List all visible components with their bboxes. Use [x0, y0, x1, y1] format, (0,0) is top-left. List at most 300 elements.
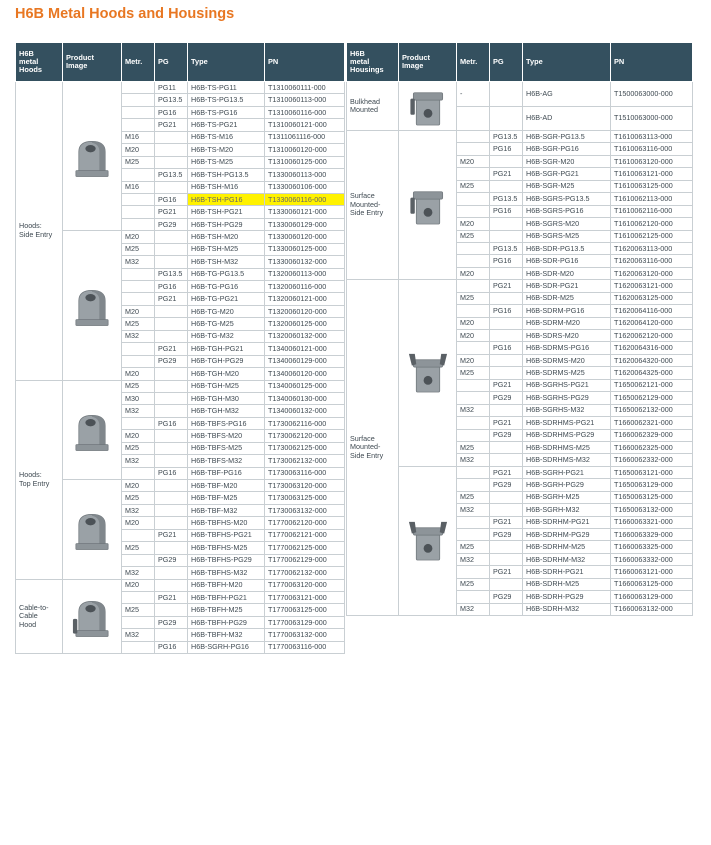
cell-pg	[155, 318, 188, 330]
cell-metr: M20	[457, 354, 490, 366]
table-row	[16, 380, 345, 392]
cell-pn: T1660062321-000	[611, 417, 693, 429]
cell-metr: M32	[122, 256, 155, 268]
cell-pn: T1660063121-000	[611, 566, 693, 578]
product-illustration	[70, 132, 114, 180]
cell-type: H6B-SDR-PG16	[523, 255, 611, 267]
cell-type: H6B-TBFHS-M25	[188, 542, 265, 554]
cell-type: H6B-TBFHS-PG29	[188, 554, 265, 566]
cell-type: H6B-TBFH-M25	[188, 604, 265, 616]
cell-type: H6B-TS-M25	[188, 156, 265, 168]
table-row	[347, 280, 693, 292]
cell-pg	[155, 629, 188, 641]
cell-pn: T1330060125-000	[265, 243, 345, 255]
cell-metr	[122, 616, 155, 628]
cell-metr	[122, 355, 155, 367]
cell-metr	[457, 131, 490, 143]
cell-type: H6B-SGRH-PG29	[523, 479, 611, 491]
cell-pn: T1311061116-000	[265, 131, 345, 143]
cell-pn: T1660062325-000	[611, 441, 693, 453]
cell-pg: PG29	[155, 616, 188, 628]
cell-pn: T1650062129-000	[611, 392, 693, 404]
cell-type: H6B-SGRH-M25	[523, 491, 611, 503]
cell-type: H6B-TBFS-PG16	[188, 417, 265, 429]
cell-metr	[457, 479, 490, 491]
cell-pn: T1620064316-000	[611, 342, 693, 354]
cell-type: H6B-TGH-M25	[188, 380, 265, 392]
cell-pg: PG16	[155, 641, 188, 653]
cell-metr	[122, 268, 155, 280]
cell-pn: T1770063121-000	[265, 591, 345, 603]
cell-pn: T1770063125-000	[265, 604, 345, 616]
cell-type: H6B-SDRHM-PG21	[523, 516, 611, 528]
cell-pn: T1320060113-000	[265, 268, 345, 280]
cell-type: H6B-SDRHMS-PG21	[523, 417, 611, 429]
cell-type: H6B-SDRS-M20	[523, 330, 611, 342]
table-row	[347, 131, 693, 143]
cell-pg: PG16	[155, 467, 188, 479]
cell-type: H6B-SGRH-PG21	[523, 466, 611, 478]
table-row	[347, 82, 693, 107]
cell-type: H6B-AD	[523, 106, 611, 131]
cell-pg	[490, 404, 523, 416]
cable-to-cable-hood-image	[63, 579, 122, 654]
cell-pg	[155, 256, 188, 268]
cell-type: H6B-TBF-M32	[188, 504, 265, 516]
cell-metr	[457, 342, 490, 354]
cell-pn: T1340060129-000	[265, 355, 345, 367]
cell-type: H6B-TBF-M20	[188, 480, 265, 492]
cell-type: H6B-TS-PG16	[188, 106, 265, 118]
cell-metr: M25	[457, 578, 490, 590]
cell-metr: M20	[457, 218, 490, 230]
cell-pg: PG16	[155, 417, 188, 429]
header-pn: PN	[611, 43, 693, 82]
cell-pn: T1330060129-000	[265, 218, 345, 230]
cell-metr	[122, 94, 155, 106]
cell-type: H6B-TBF-M25	[188, 492, 265, 504]
cell-pn: T1330060116-000	[265, 193, 345, 205]
cell-pg	[490, 541, 523, 553]
cell-pn: T1330060132-000	[265, 256, 345, 268]
cell-pg: PG21	[155, 529, 188, 541]
cell-type: H6B-SDRMS-M20	[523, 354, 611, 366]
cell-pg: PG13.5	[490, 242, 523, 254]
cell-pn: T1730062120-000	[265, 430, 345, 442]
cell-type: H6B-SDRM-M20	[523, 317, 611, 329]
cell-metr: M25	[457, 367, 490, 379]
cell-pn: T1320060116-000	[265, 281, 345, 293]
cell-metr	[457, 429, 490, 441]
cell-type: H6B-TBFH-PG29	[188, 616, 265, 628]
cell-pn: T1340060120-000	[265, 368, 345, 380]
cell-pn: T1660063321-000	[611, 516, 693, 528]
cell-metr	[122, 554, 155, 566]
cell-pn: T1730062116-000	[265, 417, 345, 429]
cell-pg: PG21	[155, 119, 188, 131]
cell-type: H6B-SGRS-M25	[523, 230, 611, 242]
cell-type: H6B-AG	[523, 82, 611, 107]
cell-metr: M25	[122, 243, 155, 255]
cell-pg	[155, 305, 188, 317]
cell-pg	[490, 504, 523, 516]
cell-pn: T1330060120-000	[265, 231, 345, 243]
cell-pg	[155, 442, 188, 454]
cell-pn: T1320060120-000	[265, 305, 345, 317]
cell-type: H6B-SDRH-PG29	[523, 591, 611, 603]
cell-type: H6B-SGRH-PG16	[188, 641, 265, 653]
cell-metr	[122, 343, 155, 355]
cell-type: H6B-SDRH-PG21	[523, 566, 611, 578]
cell-pn: T1620064120-000	[611, 317, 693, 329]
cell-pn: T1660063332-000	[611, 553, 693, 565]
cell-metr	[457, 305, 490, 317]
cell-metr	[457, 529, 490, 541]
cell-pg: PG16	[155, 193, 188, 205]
cell-type: H6B-SDRH-M32	[523, 603, 611, 615]
product-illustration	[70, 281, 114, 329]
cell-metr	[457, 379, 490, 391]
cell-type: H6B-TBF-PG16	[188, 467, 265, 479]
cell-pg: PG29	[155, 554, 188, 566]
cell-pg: PG13.5	[490, 131, 523, 143]
cell-pg	[490, 578, 523, 590]
cell-type: H6B-TG-PG13.5	[188, 268, 265, 280]
cell-metr: M20	[122, 430, 155, 442]
cell-pg	[155, 181, 188, 193]
cell-pg	[155, 156, 188, 168]
cell-pn: T1650063121-000	[611, 466, 693, 478]
cell-pg: PG21	[155, 206, 188, 218]
cell-pn: T1340060125-000	[265, 380, 345, 392]
cell-pn: T1770062120-000	[265, 517, 345, 529]
cell-type: H6B-SDR-M20	[523, 267, 611, 279]
cell-type: H6B-TGH-M30	[188, 392, 265, 404]
cell-pg	[155, 144, 188, 156]
cell-pg	[155, 243, 188, 255]
cell-metr: M20	[122, 231, 155, 243]
cell-metr: M25	[457, 441, 490, 453]
cell-metr	[457, 516, 490, 528]
header-type: Type	[523, 43, 611, 82]
cell-metr	[457, 242, 490, 254]
cell-pg: PG13.5	[155, 268, 188, 280]
cell-pn: T1340060130-000	[265, 392, 345, 404]
cell-type: H6B-SDR-PG21	[523, 280, 611, 292]
cell-metr: M20	[122, 517, 155, 529]
cell-pg: PG29	[155, 355, 188, 367]
cell-metr: M20	[457, 267, 490, 279]
cell-pg: PG13.5	[155, 169, 188, 181]
cell-metr: M20	[122, 480, 155, 492]
header-type: Type	[188, 43, 265, 82]
cell-metr: M32	[457, 553, 490, 565]
cell-pg	[490, 553, 523, 565]
cell-pn: T1730062132-000	[265, 455, 345, 467]
cell-metr	[122, 206, 155, 218]
cell-pg	[490, 230, 523, 242]
cell-metr: -	[457, 82, 490, 107]
cell-pn: T1770062125-000	[265, 542, 345, 554]
housings-table-header	[347, 43, 693, 82]
cell-metr: M25	[122, 156, 155, 168]
cell-pn: T1620062120-000	[611, 330, 693, 342]
cell-metr: M32	[122, 405, 155, 417]
right-group-label: Bulkhead Mounted	[347, 82, 399, 131]
cell-pn: T1340060121-000	[265, 343, 345, 355]
cell-pn: T1310060116-000	[265, 106, 345, 118]
product-illustration	[406, 181, 450, 229]
cell-metr	[122, 641, 155, 653]
cell-pn: T1650063132-000	[611, 504, 693, 516]
cell-pg	[155, 604, 188, 616]
cell-type: H6B-SDRM-PG16	[523, 305, 611, 317]
cell-metr: M25	[122, 380, 155, 392]
cell-pg: PG21	[490, 566, 523, 578]
cell-pg	[490, 367, 523, 379]
cell-metr: M25	[122, 492, 155, 504]
table-row	[16, 480, 345, 492]
cell-pg: PG21	[490, 168, 523, 180]
cell-pg	[155, 567, 188, 579]
cell-pg: PG21	[490, 516, 523, 528]
cell-metr	[457, 466, 490, 478]
cell-pg	[490, 106, 523, 131]
cell-metr	[457, 106, 490, 131]
cell-pn: T1770063132-000	[265, 629, 345, 641]
cell-metr: M32	[457, 603, 490, 615]
cell-type: H6B-SGRS-M20	[523, 218, 611, 230]
cell-pn: T1330060121-000	[265, 206, 345, 218]
cell-pg: PG29	[490, 429, 523, 441]
header-product-image: Product Image	[63, 43, 122, 82]
header-pg: PG	[155, 43, 188, 82]
cell-pn: T1770062132-000	[265, 567, 345, 579]
cell-pn: T1310060121-000	[265, 119, 345, 131]
cell-pn: T1620063113-000	[611, 242, 693, 254]
cell-metr	[457, 205, 490, 217]
cell-type: H6B-TG-PG16	[188, 281, 265, 293]
cell-type: H6B-TS-M16	[188, 131, 265, 143]
cell-pn: T1650062121-000	[611, 379, 693, 391]
product-illustration	[70, 592, 114, 640]
cell-metr: M32	[122, 567, 155, 579]
cell-pg: PG16	[155, 106, 188, 118]
cell-pn: T1310060125-000	[265, 156, 345, 168]
cell-pn: T1730063120-000	[265, 480, 345, 492]
cell-pg	[155, 542, 188, 554]
cell-type: H6B-SDRHMS-PG29	[523, 429, 611, 441]
cell-type: H6B-SGRS-PG13.5	[523, 193, 611, 205]
cell-type: H6B-SGR-M20	[523, 155, 611, 167]
hoods-table-body	[16, 82, 345, 654]
cell-pg: PG21	[490, 466, 523, 478]
cell-pg: PG21	[490, 417, 523, 429]
cell-metr	[122, 169, 155, 181]
header-pg: PG	[490, 43, 523, 82]
cell-pn: T1610062116-000	[611, 205, 693, 217]
cell-pn: T1770062121-000	[265, 529, 345, 541]
cell-type: H6B-TG-M25	[188, 318, 265, 330]
cell-metr	[122, 193, 155, 205]
cell-type: H6B-TSH-M25	[188, 243, 265, 255]
cell-type: H6B-TBFS-M25	[188, 442, 265, 454]
left-group-label: Hoods: Side Entry	[16, 82, 63, 381]
cell-pg: PG29	[490, 479, 523, 491]
left-group-label: Cable-to- Cable Hood	[16, 579, 63, 654]
cell-pg: PG29	[490, 392, 523, 404]
cell-pn: T1610063120-000	[611, 155, 693, 167]
cell-pn: T1620063121-000	[611, 280, 693, 292]
hood-top-entry-high-image	[63, 480, 122, 580]
cell-pg	[155, 330, 188, 342]
cell-pn: T1620064320-000	[611, 354, 693, 366]
cell-type: H6B-TS-PG11	[188, 82, 265, 94]
cell-metr: M32	[122, 330, 155, 342]
cell-metr	[122, 82, 155, 94]
cell-type: H6B-SGR-M25	[523, 180, 611, 192]
product-illustration	[406, 82, 450, 130]
cell-pn: T1660062329-000	[611, 429, 693, 441]
cell-metr	[122, 281, 155, 293]
cell-type: H6B-SGRS-PG16	[523, 205, 611, 217]
cell-type: H6B-TBFH-PG21	[188, 591, 265, 603]
table-row	[347, 466, 693, 478]
housings-table	[346, 42, 693, 616]
cell-pg	[155, 405, 188, 417]
cell-metr: M30	[122, 392, 155, 404]
cell-type: H6B-TBFH-M20	[188, 579, 265, 591]
cell-pn: T1650062132-000	[611, 404, 693, 416]
cell-metr	[457, 255, 490, 267]
cell-pg: PG16	[490, 143, 523, 155]
cell-type: H6B-TSH-PG21	[188, 206, 265, 218]
cell-pg: PG13.5	[155, 94, 188, 106]
cell-metr	[457, 143, 490, 155]
right-group-label: Surface Mounted- Side Entry	[347, 131, 399, 280]
cell-type: H6B-SDRHMS-M25	[523, 441, 611, 453]
table-row	[16, 579, 345, 591]
cell-type: H6B-TSH-PG13.5	[188, 169, 265, 181]
cell-pn: T1770063116-000	[265, 641, 345, 653]
cell-metr	[457, 168, 490, 180]
cell-type: H6B-SGR-PG21	[523, 168, 611, 180]
cell-type: H6B-TBFHS-M20	[188, 517, 265, 529]
cell-pn: T1610062125-000	[611, 230, 693, 242]
cell-metr: M32	[457, 504, 490, 516]
cell-metr: M20	[457, 155, 490, 167]
cell-metr: M20	[122, 144, 155, 156]
cell-type: H6B-SGR-PG13.5	[523, 131, 611, 143]
cell-pg: PG21	[155, 343, 188, 355]
cell-type: H6B-SGRH-M32	[523, 504, 611, 516]
cell-pn: T1650063129-000	[611, 479, 693, 491]
cell-pn: T1620063116-000	[611, 255, 693, 267]
cell-pn: T1310060113-000	[265, 94, 345, 106]
cell-metr: M32	[457, 404, 490, 416]
cell-pn: T1660063129-000	[611, 591, 693, 603]
cell-pn: T1340060132-000	[265, 405, 345, 417]
cell-pn: T1660062332-000	[611, 454, 693, 466]
cell-type: H6B-TSH-M20	[188, 231, 265, 243]
product-illustration	[70, 505, 114, 553]
header-metr: Metr.	[457, 43, 490, 82]
cell-type: H6B-TGH-PG29	[188, 355, 265, 367]
cell-pg: PG21	[155, 293, 188, 305]
cell-pg	[155, 480, 188, 492]
product-illustration	[70, 406, 114, 454]
cell-metr: M32	[122, 504, 155, 516]
cell-pn: T1620063125-000	[611, 292, 693, 304]
hood-side-entry-image	[63, 82, 122, 231]
cell-pg	[155, 368, 188, 380]
cell-type: H6B-TS-PG21	[188, 119, 265, 131]
cell-pn: T1310060111-000	[265, 82, 345, 94]
cell-pn: T1620064325-000	[611, 367, 693, 379]
header-h6b-metal-hoods: H6B metal Hoods	[16, 43, 63, 82]
hood-top-entry-image	[63, 380, 122, 480]
cell-type: H6B-TSH-M32	[188, 256, 265, 268]
cell-type: H6B-TBFHS-M32	[188, 567, 265, 579]
cell-pg	[490, 82, 523, 107]
cell-type: H6B-TG-PG21	[188, 293, 265, 305]
cell-type: H6B-TBFH-M32	[188, 629, 265, 641]
cell-pn: T1770063120-000	[265, 579, 345, 591]
surface-housing-single-lever-image	[399, 131, 457, 280]
cell-pn: T1660063329-000	[611, 529, 693, 541]
surface-housing-double-lever-image	[399, 280, 457, 467]
cell-pn: T1610063125-000	[611, 180, 693, 192]
cell-type: H6B-TG-M20	[188, 305, 265, 317]
cell-metr	[122, 293, 155, 305]
cell-pn: T1620064116-000	[611, 305, 693, 317]
cell-metr: M25	[457, 491, 490, 503]
header-h6b-metal-housings: H6B metal Housings	[347, 43, 399, 82]
cell-pg	[490, 218, 523, 230]
cell-pn: T1320060125-000	[265, 318, 345, 330]
cell-type: H6B-SGRHS-PG21	[523, 379, 611, 391]
header-product-image: Product Image	[399, 43, 457, 82]
cell-pg	[490, 454, 523, 466]
cell-pg	[490, 330, 523, 342]
left-group-label: Hoods: Top Entry	[16, 380, 63, 579]
cell-pg: PG21	[490, 280, 523, 292]
cell-pn: T1730062125-000	[265, 442, 345, 454]
cell-metr: M25	[457, 180, 490, 192]
cell-type: H6B-SDRMS-M25	[523, 367, 611, 379]
cell-pn: T1620063120-000	[611, 267, 693, 279]
cell-type: H6B-SGRHS-PG29	[523, 392, 611, 404]
hoods-table	[15, 42, 345, 654]
cell-pn: T1500063000-000	[611, 82, 693, 107]
cell-pg: PG21	[155, 591, 188, 603]
bulkhead-housing-image	[399, 82, 457, 131]
cell-metr	[457, 392, 490, 404]
cell-pg: PG16	[490, 305, 523, 317]
cell-pg	[155, 579, 188, 591]
product-illustration	[406, 349, 450, 397]
cell-pg	[490, 317, 523, 329]
cell-type: H6B-SDRHM-M32	[523, 553, 611, 565]
cell-type: H6B-TGH-M32	[188, 405, 265, 417]
cell-pn: T1320060121-000	[265, 293, 345, 305]
cell-pg	[155, 517, 188, 529]
cell-pn: T1660063132-000	[611, 603, 693, 615]
cell-pn: T1610062113-000	[611, 193, 693, 205]
cell-metr: M16	[122, 181, 155, 193]
cell-pg: PG29	[155, 218, 188, 230]
cell-type: H6B-SDR-PG13.5	[523, 242, 611, 254]
